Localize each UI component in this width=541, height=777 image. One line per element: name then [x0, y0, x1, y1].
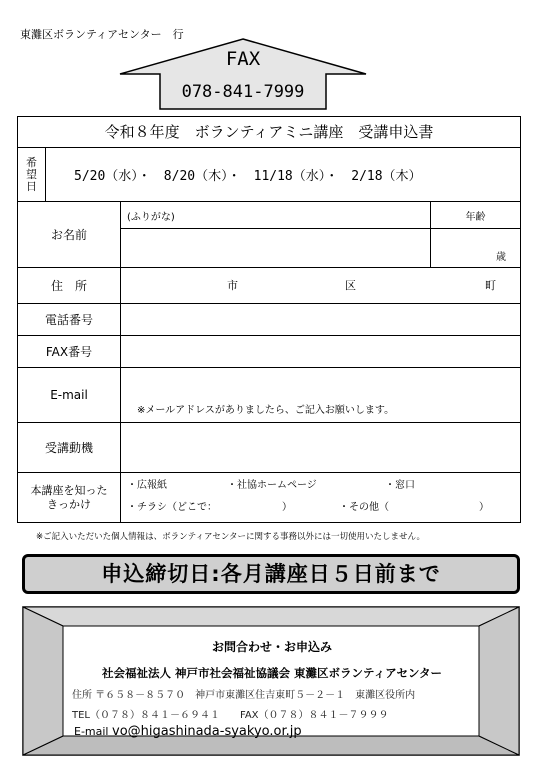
email-row — [18, 368, 521, 423]
option-other[interactable]: ・その他（ ） — [339, 501, 489, 513]
address-town-label: 町 — [485, 279, 496, 292]
name-field[interactable] — [121, 229, 431, 268]
option-flyer[interactable]: ・チラシ（どこで： ） — [127, 501, 292, 513]
contact-address: 住所 〒６５８－８５７０ 神戸市東灘区住吉東町５－２－１ 東灘区役所内 — [72, 690, 416, 701]
motive-field[interactable] — [121, 423, 521, 473]
furigana-field[interactable]: (ふりがな) — [121, 202, 431, 229]
motive-row — [18, 423, 521, 473]
trigger-options — [121, 473, 521, 523]
contact-organization: 社会福祉法人 神戸市社会福祉協議会 東灘区ボランティアセンター — [101, 666, 442, 680]
contact-email-address[interactable]: vo@higashinada-syakyo.or.jp — [112, 724, 302, 739]
fax-number-field[interactable] — [121, 336, 521, 368]
email-label: E-mail — [18, 368, 121, 423]
age-field[interactable] — [431, 229, 521, 268]
contact-content — [62, 628, 482, 739]
privacy-note: ※ご記入いただいた個人情報は、ボランティアセンターに関する事務以外には一切使用いたしません。 — [36, 532, 426, 542]
fax-row — [18, 336, 521, 368]
desired-date-label: 希 望 日 — [18, 148, 46, 202]
fax-number: 078-841-7999 — [181, 82, 305, 102]
email-field[interactable] — [121, 368, 521, 423]
desired-date-row — [18, 148, 521, 202]
contact-email — [62, 724, 482, 739]
deadline-banner: 申込締切日:各月講座日５日前まで — [22, 554, 520, 594]
option-counter[interactable]: ・窓口 — [385, 479, 415, 491]
phone-row — [18, 304, 521, 336]
option-newsletter[interactable]: ・広報紙 — [127, 479, 167, 491]
age-label: 年齢 — [431, 202, 521, 229]
addressee: 東灘区ボランティアセンター 行 — [20, 28, 184, 41]
option-homepage[interactable]: ・社協ホームページ — [227, 479, 317, 491]
age-unit: 歳 — [496, 251, 506, 263]
form-title: 令和８年度 ボランティアミニ講座 受講申込書 — [17, 116, 521, 148]
contact-box — [22, 606, 520, 756]
trigger-label: 本講座を知った きっかけ — [18, 473, 121, 523]
trigger-row — [18, 473, 521, 523]
name-label: お名前 — [18, 202, 121, 268]
name-row-top — [18, 202, 521, 229]
address-ward-label: 区 — [345, 279, 356, 292]
fax-label: FAX — [225, 48, 261, 70]
email-note: ※メールアドレスがありましたら、ご記入お願いします。 — [137, 405, 395, 416]
desired-dates[interactable]: 5/20（水）・ 8/20（木）・ 11/18（水）・ 2/18（木） — [46, 148, 521, 202]
address-row — [18, 268, 521, 304]
contact-tel-fax: TEL（０７８）８４１－６９４１ FAX（０７８）８４１－７９９９ — [72, 710, 389, 721]
phone-field[interactable] — [121, 304, 521, 336]
address-label: 住 所 — [18, 268, 121, 304]
phone-label: 電話番号 — [18, 304, 121, 336]
contact-email-label: E-mail — [74, 725, 109, 738]
application-form — [17, 147, 521, 523]
contact-heading: お問合わせ・お申込み — [211, 640, 332, 654]
fax-arrow-banner — [118, 38, 368, 110]
motive-label: 受講動機 — [18, 423, 121, 473]
address-field[interactable] — [121, 268, 521, 304]
address-city-label: 市 — [227, 279, 238, 292]
fax-number-label: FAX番号 — [18, 336, 121, 368]
